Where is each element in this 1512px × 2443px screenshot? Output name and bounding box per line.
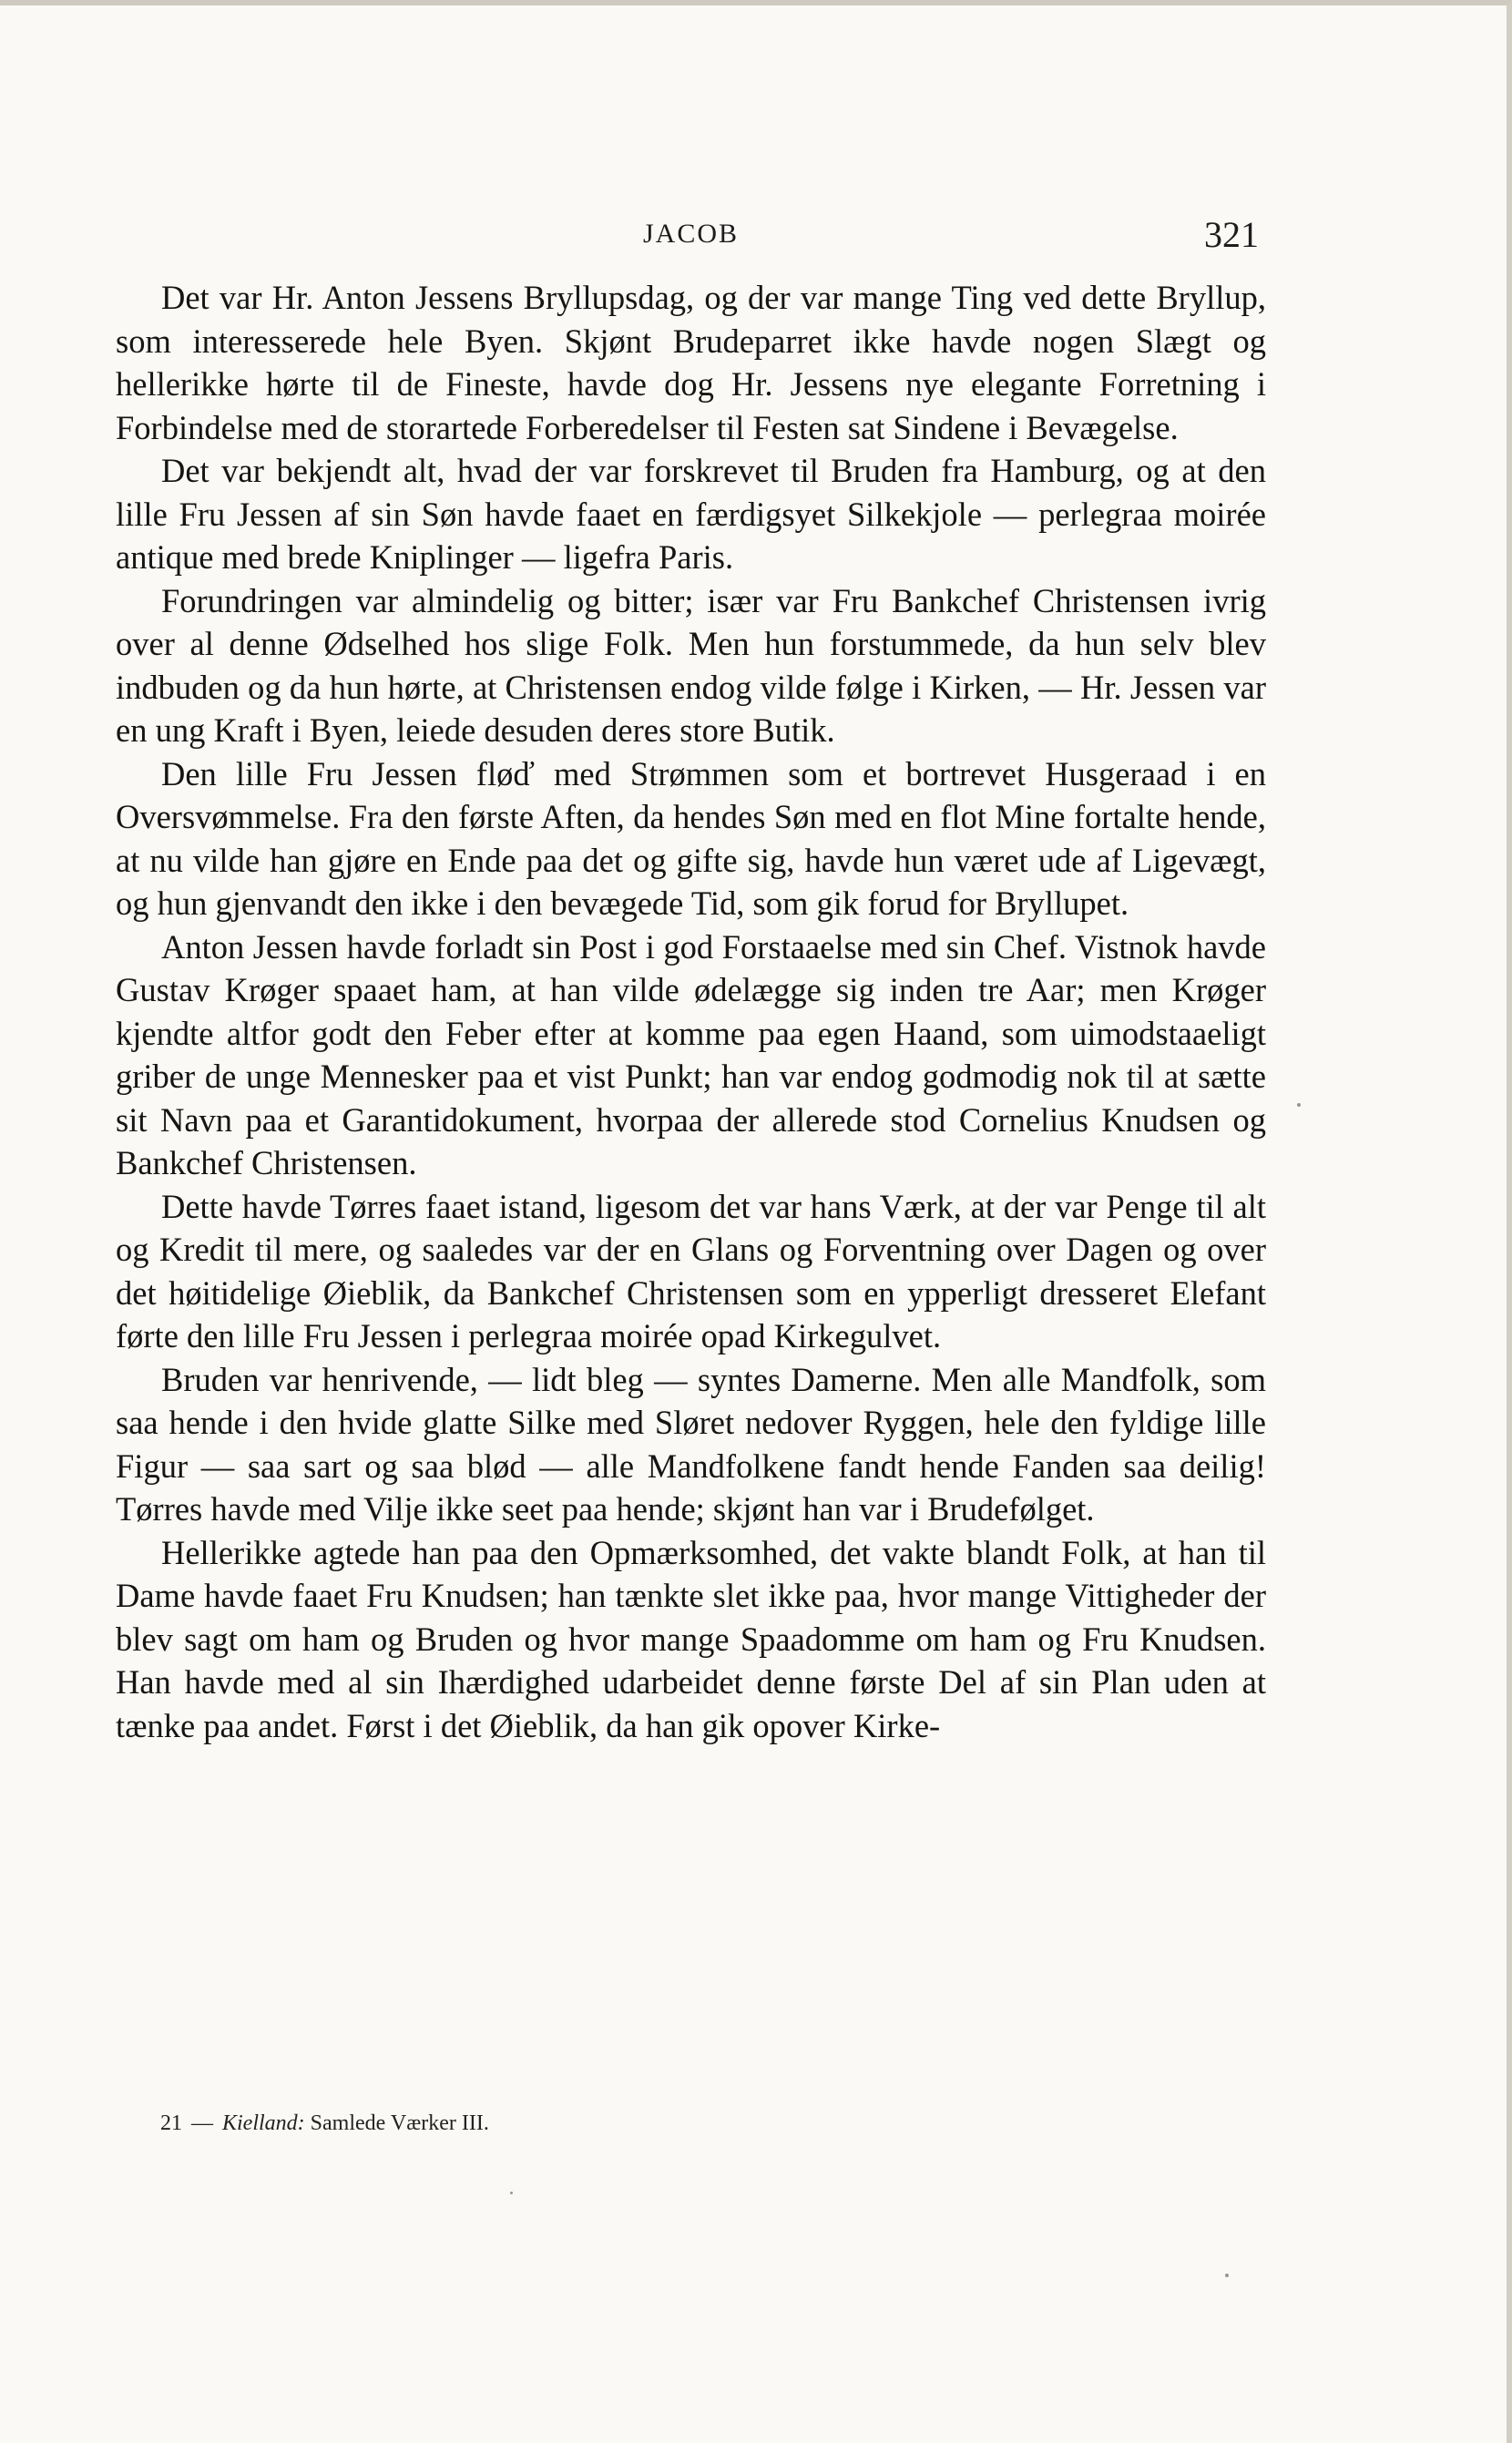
paragraph: Anton Jessen havde forladt sin Post i god Forstaaelse med sin Chef. Vistnok havde Gustav Krøger spaaet ham, at han vilde ødelægge sig inden tre Aar; men Krøger kjendte altfor godt den Feber efter at komme paa egen Haand, som uimodstaaeligt griber de unge Mennesker paa et vist Punkt; han var endog godmodig nok til at sætte sit Navn paa et Garantidokument, hvorpaa der allerede stod Cornelius Knudsen og Bankchef Christensen. (116, 927, 1266, 1181)
paper-speck (1225, 2274, 1229, 2277)
footer-work: Samlede Værker III. (310, 2111, 489, 2135)
signature-number: 21 (160, 2111, 182, 2135)
running-head: JACOB (642, 219, 740, 249)
paragraph: Det var bekjendt alt, hvad der var forskrevet til Bruden fra Hamburg, og at den lille Fru Jessen af sin Søn havde faaet en færdigsyet Silkekjole — perlegraa moirée antique med brede Kniplinger — ligefra Paris. (116, 452, 1266, 576)
paragraph: Den lille Fru Jessen fløď med Strømmen som et bortrevet Husgeraad i en Oversvømmelse. Fra den første Aften, da hendes Søn med en flot Mine fortalte hende, at nu vilde han gjøre en Ende paa det og gifte sig, havde hun været ude af Ligevægt, og hun gjenvandt den ikke i den bevægede Tid, som gik forud for Bryllupet. (116, 754, 1266, 922)
paragraph: Det var Hr. Anton Jessens Bryllupsdag, og der var mange Ting ved dette Bryllup, som interesserede hele Byen. Skjønt Brudeparret ikke havde nogen Slægt og hellerikke hørte til de Fineste, havde dog Hr. Jessens nye elegante Forretning i Forbindelse med de storartede Forberedelser til Festen sat Sindene i Bevægelse. (116, 279, 1266, 446)
footer-author: Kielland: (222, 2111, 305, 2135)
paragraph: Bruden var henrivende, — lidt bleg — syntes Damerne. Men alle Mandfolk, som saa hende i den hvide glatte Silke med Sløret nedover Ryggen, hele den fyldige lille Figur — saa sart og saa blød — alle Mandfolkene fandt hende Fanden saa deilig! Tørres havde med Vilje ikke seet paa hende; skjønt han var i Brudefølget. (116, 1360, 1266, 1528)
page-number: 321 (1204, 214, 1259, 255)
paper-speck (510, 2192, 513, 2194)
signature-footer (160, 2111, 489, 2136)
paragraph: Dette havde Tørres faaet istand, ligesom det var hans Værk, at der var Penge til alt og Kredit til mere, og saaledes var der en Glans og Forventning over Dagen og over det høitidelige Øieblik, da Bankchef Christensen som en ypperligt dresseret Elefant førte den lille Fru Jessen i perlegraa moirée opad Kirkegulvet. (116, 1187, 1266, 1354)
body-text (116, 276, 1266, 1747)
signature-dash: — (191, 2111, 213, 2135)
paragraph: Forundringen var almindelig og bitter; især var Fru Bankchef Christensen ivrig over al denne Ødselhed hos slige Folk. Men hun forstummede, da hun selv blev indbuden og da hun hørte, at Christensen endog vilde følge i Kirken, — Hr. Jessen var en ung Kraft i Byen, leiede desuden deres store Butik. (116, 581, 1266, 749)
page-header (116, 213, 1266, 259)
paragraph: Hellerikke agtede han paa den Opmærksomhed, det vakte blandt Folk, at han til Dame havde faaet Fru Knudsen; han tænkte slet ikke paa, hvor mange Vittigheder der blev sagt om ham og Bruden og hvor mange Spaadomme om ham og Fru Knudsen. Han havde med al sin Ihærdighed udarbeidet denne første Del af sin Plan uden at tænke paa andet. Først i det Øieblik, da han gik opover Kirke- (116, 1533, 1266, 1744)
paper-speck (1297, 1103, 1301, 1107)
